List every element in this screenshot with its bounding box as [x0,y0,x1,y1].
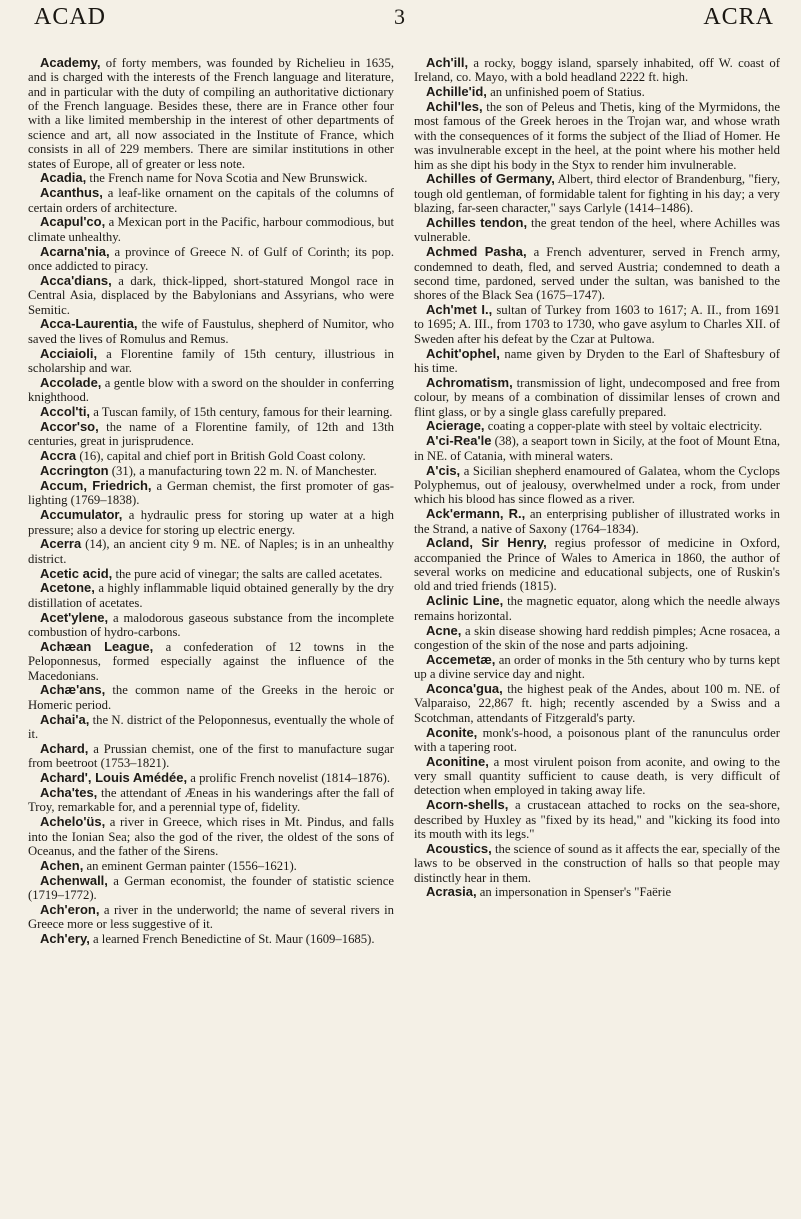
entry-headword: Achæan League, [40,638,154,654]
dictionary-entry [28,508,394,537]
entry-definition: the name of a Florentine family, of 12th and 13th centuries, great in jurisprudence. [28,419,394,449]
entry-headword: Academy, [40,56,101,70]
dictionary-entry [28,245,394,274]
entry-headword: Acne, [426,622,462,638]
dictionary-entry [28,186,394,215]
entry-headword: Acapul'co, [40,214,106,230]
entry-definition: the magnetic equator, along which the needle always remains horizontal. [414,594,780,623]
entry-headword: Aconite, [426,724,478,740]
entry-definition: a Tuscan family, of 15th century, famous for their learning. [90,405,393,420]
entry-headword: Ach'ill, [426,56,469,70]
entry-definition: a Sicilian shepherd enamoured of Galatea, whom the Cyclops Polyphemus, out of jealousy, overwhelmed under a rock, from under which his blood has since flowed as a river. [414,463,780,507]
entry-definition: an eminent German painter (1556–1621). [83,858,297,873]
entry-headword: Acoustics, [426,840,492,856]
dictionary-entry [414,347,780,376]
entry-definition: of forty members, was founded by Richelieu in 1635, and is charged with the interests of the French language and literature, and in particular with the duty of compiling an authoritative dictionary of the French language. Besides these, there are in France other four with a like limited membership in the interest of other departments of science and art, all now associated in the Institute of France, which consists in all of 229 members. There are similar institutions in other states of Europe, all of greater or less note. [28,56,394,171]
entry-definition: an order of monks in the 5th century who by turns kept up a divine service day and night. [414,652,780,682]
entry-definition: (38), a seaport town in Sicily, at the foot of Mount Etna, in NE. of Catania, with mineral waters. [414,434,780,463]
entry-headword: Accor'so, [40,418,99,434]
entry-headword: Achelo'üs, [40,814,106,830]
entry-headword: Acciaioli, [40,345,98,361]
dictionary-entry [414,245,780,302]
entry-headword: Achille'id, [426,84,487,100]
dictionary-entry [28,449,394,463]
entry-headword: Accolade, [40,374,102,390]
entry-definition: (16), capital and chief port in British Gold Coast colony. [76,449,366,464]
dictionary-entry [414,100,780,172]
right-guide-word: ACRA [703,4,774,30]
entry-definition: the N. district of the Peloponnesus, eventually the whole of it. [28,712,394,742]
entry-headword: Acorn-shells, [426,797,509,813]
dictionary-entry [28,464,394,478]
entry-headword: Accumulator, [40,507,123,523]
dictionary-entry [28,786,394,815]
entry-definition: a learned French Benedictine of St. Maur (1609–1685). [89,932,375,947]
entry-headword: Ach'ery, [40,931,90,947]
page-number: 3 [394,4,406,29]
entry-definition: a rocky, boggy island, sparsely inhabited, off W. coast of Ireland, co. Mayo, with a bold headland 2222 ft. high. [414,56,780,85]
dictionary-entry [28,771,394,785]
entry-definition: a French adventurer, served in French army, condemned to death, fled, and served Austria; condemned to death a second time, pardoned, served under the sultan, was banished to the shores of the Black Sea (1675–1747). [414,245,780,303]
dictionary-entry [28,815,394,858]
entry-definition: a confederation of 12 towns in the Peloponnesus, formed especially against the influence of the Macedonians. [28,639,394,683]
dictionary-entry [28,932,394,946]
dictionary-entry [414,216,780,245]
entry-definition: monk's-hood, a poisonous plant of the ranunculus order with a tapering root. [414,725,780,754]
entry-definition: a prolific French novelist (1814–1876). [187,771,391,786]
entry-headword: A'cis, [426,462,461,478]
dictionary-entry [28,874,394,903]
running-header [34,4,774,48]
entry-definition: Albert, third elector of Brandenburg, "fiery, tough old gentleman, of formidable talent for fighting in his day; a very blazing, far-seen character," says Carlyle (1414–1486). [414,172,780,216]
entry-headword: Acierage, [426,418,485,434]
entry-definition: a highly inflammable liquid obtained generally by the dry distillation of acetates. [28,581,394,610]
entry-headword: Ack'ermann, R., [426,506,526,522]
dictionary-entry [414,303,780,346]
dictionary-entry [28,903,394,932]
entry-headword: Acanthus, [40,185,103,201]
dictionary-entry [28,683,394,712]
dictionary-entry [28,537,394,566]
entry-headword: Achæ'ans, [40,682,106,698]
entry-definition: a province of Greece N. of Gulf of Corinth; its pop. once addicted to piracy. [28,244,394,274]
entry-headword: Acha'tes, [40,784,98,800]
entry-definition: a Florentine family of 15th century, illustrious in scholarship and war. [28,346,394,376]
entry-headword: Acca'dians, [40,272,112,288]
entry-definition: an unfinished poem of Statius. [486,85,645,100]
entry-headword: Achil'les, [426,99,483,115]
entry-headword: Acarna'nia, [40,243,110,259]
dictionary-entry [414,56,780,85]
entry-definition: a crustacean attached to rocks on the sea-shore, described by Huxley as "fixed by its head," and "kicking its food into its mouth with its legs." [414,798,780,842]
entry-definition: name given by Dryden to the Earl of Shaftesbury of his time. [414,346,780,376]
dictionary-entry [28,611,394,640]
entry-definition: the science of sound as it affects the ear, specially of the laws to be observed in the construction of halls so that people may distinctly hear in them. [414,841,780,885]
entry-definition: a river in Greece, which rises in Mt. Pindus, and falls into the Ionian Sea; also the god of the river, the oldest of the sons of Oceanus, and the father of the Sirens. [28,815,394,858]
dictionary-entry [28,640,394,683]
entry-definition: a leaf-like ornament on the capitals of the columns of certain orders of architecture. [28,186,394,215]
dictionary-entry [28,215,394,244]
entry-headword: Acetic acid, [40,565,113,581]
entry-definition: (14), an ancient city 9 m. NE. of Naples; is in an unhealthy district. [28,537,394,566]
entry-headword: Accemetæ, [426,651,496,667]
entry-definition: the son of Peleus and Thetis, king of the Myrmidons, the most famous of the Greek heroes in the Trojan war, and whose wrath with the consequences of it forms the subject of the Iliad of Homer. He was invulnerable except in the heel, at the point where his mother held him as she dipt his body in the Styx to render him invulnerable. [414,100,780,172]
entry-definition: a river in the underworld; the name of several rivers in Greece more or less suggestive of it. [28,902,394,932]
entry-definition: a gentle blow with a sword on the shoulder in conferring knighthood. [28,375,394,405]
entry-definition: the pure acid of vinegar; the salts are called acetates. [112,566,383,581]
entry-definition: a most virulent poison from aconite, and owing to the very small quantity sufficient to cause death, is very difficult of detection when employed in taking away life. [414,754,780,798]
entry-headword: Acrasia, [426,884,477,900]
entry-definition: the attendant of Æneas in his wanderings after the fall of Troy, remarkable for, and a perennial type of, fidelity. [28,785,394,815]
entry-headword: Aconca'gua, [426,680,503,696]
dictionary-entry [28,405,394,419]
dictionary-entry [28,376,394,405]
entry-headword: Ach'met I., [426,302,493,318]
entry-headword: A'ci-Rea'le [426,433,492,449]
dictionary-entry [414,594,780,623]
entry-headword: Acet'ylene, [40,609,109,625]
entry-definition: a German chemist, the first promoter of gas-lighting (1769–1838). [28,478,394,508]
entry-headword: Accra [40,448,77,464]
entry-headword: Achard', Louis Amédée, [40,770,188,786]
left-column [28,56,394,1212]
dictionary-entry [28,347,394,376]
entry-definition: an impersonation in Spenser's "Faërie [476,885,672,900]
entry-headword: Achenwall, [40,872,108,888]
dictionary-entry [414,726,780,755]
entry-definition: sultan of Turkey from 1603 to 1617; A. II., from 1691 to 1695; A. III., from 1703 to 1730, who gave asylum to Charles XII. of Sweden after his defeat by the Czar at Pultowa. [414,303,780,346]
entry-definition: transmission of light, undecomposed and free from colour, by means of a combination of dissimilar lenses of crown and flint glass, or by a single glass carefully prepared. [414,375,780,419]
entry-headword: Acerra [40,536,82,552]
dictionary-entry [28,317,394,346]
entry-definition: a Mexican port in the Pacific, harbour commodious, but climate unhealthy. [28,215,394,244]
dictionary-entry [414,798,780,841]
dictionary-entry [414,682,780,725]
dictionary-entry [414,507,780,536]
dictionary-entry [414,653,780,682]
entry-definition: a malodorous gaseous substance from the incomplete combustion of hydro-carbons. [28,610,394,640]
entry-headword: Achard, [40,740,89,756]
dictionary-entry [28,479,394,508]
entry-definition: a German economist, the founder of statistic science (1719–1772). [28,873,394,902]
entry-headword: Achit'ophel, [426,345,500,361]
entry-headword: Accol'ti, [40,404,91,420]
entry-definition: a Prussian chemist, one of the first to manufacture sugar from beetroot (1753–1821). [28,741,394,771]
entry-definition: a skin disease showing hard reddish pimples; Acne rosacea, a congestion of the skin of the nose and parts adjoining. [414,623,780,652]
entry-headword: Ach'eron, [40,901,100,917]
entry-headword: Achilles of Germany, [426,171,555,187]
dictionary-entry [414,536,780,593]
dictionary-entry [28,567,394,581]
entry-definition: the wife of Faustulus, shepherd of Numitor, who saved the lives of Romulus and Remus. [28,317,394,346]
entry-headword: Achen, [40,857,84,873]
dictionary-entry [28,713,394,742]
entry-headword: Achilles tendon, [426,214,528,230]
entry-definition: regius professor of medicine in Oxford, accompanied the Prince of Wales to America in 1860, the author of several works on medicine and educational subjects, one of Ruskin's old and tried friends (1815). [414,536,780,594]
dictionary-entry [414,755,780,798]
dictionary-entry [414,464,780,507]
entry-headword: Aconitine, [426,753,489,769]
dictionary-entry [414,376,780,419]
entry-headword: Acland, Sir Henry, [426,535,547,551]
entry-definition: the highest peak of the Andes, about 100 m. NE. of Valparaiso, 22,867 ft. high; recently ascended by a Swiss and a Scotchman, attendants of Fitzgerald's party. [414,681,780,725]
entry-definition: the common name of the Greeks in the heroic or Homeric period. [28,683,394,712]
dictionary-entry [28,742,394,771]
dictionary-entry [414,885,780,899]
dictionary-entry [414,419,780,433]
entry-definition: coating a copper-plate with steel by voltaic electricity. [484,419,763,434]
dictionary-entry [28,420,394,449]
dictionary-entry [414,85,780,99]
entry-definition: (31), a manufacturing town 22 m. N. of Manchester. [108,464,377,479]
entry-headword: Accum, Friedrich, [40,477,152,493]
dictionary-entry [414,624,780,653]
entry-headword: Aclinic Line, [426,593,504,609]
dictionary-entry [28,56,394,171]
dictionary-columns [28,56,780,1214]
entry-definition: the French name for Nova Scotia and New Brunswick. [86,171,368,186]
dictionary-entry [28,171,394,185]
dictionary-entry [28,581,394,610]
entry-headword: Achromatism, [426,374,513,390]
dictionary-entry [28,859,394,873]
dictionary-entry [414,842,780,885]
entry-headword: Accrington [40,463,109,479]
entry-definition: a hydraulic press for storing up water at a high pressure; also a device for storing up electric energy. [28,508,394,537]
left-guide-word: ACAD [34,4,107,30]
dictionary-entry [414,434,780,463]
entry-headword: Acetone, [40,580,95,596]
entry-definition: an enterprising publisher of illustrated works in the Strand, a native of Saxony (1764–1834). [414,507,780,536]
dictionary-entry [28,274,394,317]
entry-definition: a dark, thick-lipped, short-statured Mongol race in Central Asia, displaced by the Babylonians and Assyrians, who were Semitic. [28,273,394,317]
entry-headword: Achmed Pasha, [426,244,527,260]
entry-headword: Achai'a, [40,711,90,727]
entry-definition: the great tendon of the heel, where Achilles was vulnerable. [414,215,780,245]
entry-headword: Acadia, [40,170,87,186]
entry-headword: Acca-Laurentia, [40,316,138,332]
dictionary-entry [414,172,780,215]
right-column [414,56,780,1212]
